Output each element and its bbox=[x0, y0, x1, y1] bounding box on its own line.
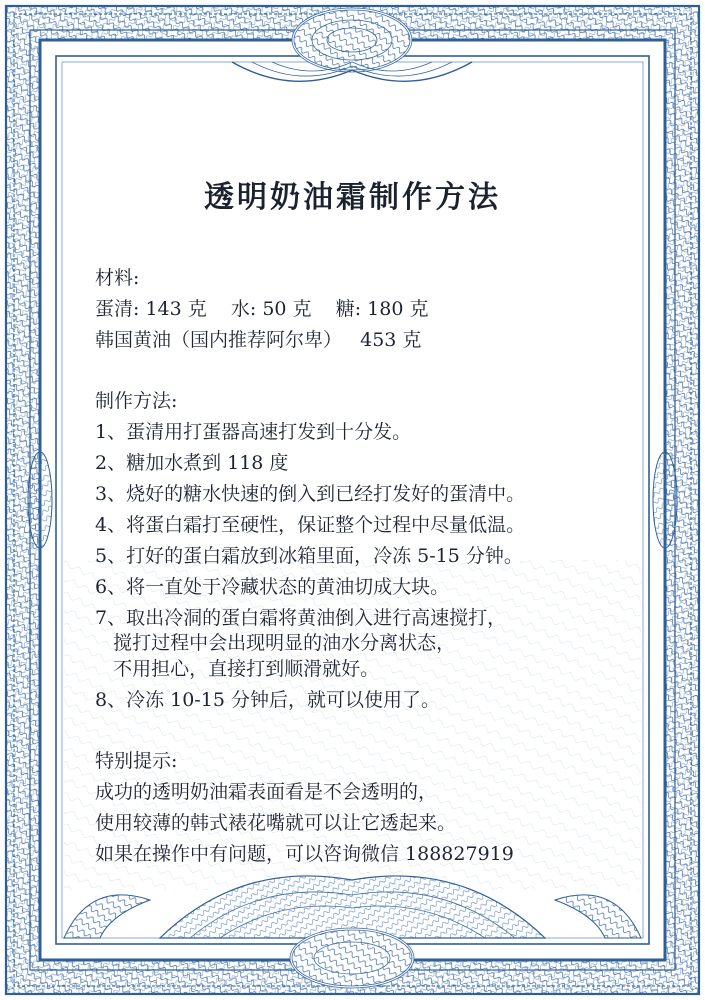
tips-line: 使用较薄的韩式裱花嘴就可以让它透起来。 bbox=[95, 812, 457, 834]
method-step-continuation: 不用担心，直接打到顺滑就好。 bbox=[95, 658, 380, 680]
materials-line-1: 蛋清: 143 克 水: 50 克 糖: 180 克 bbox=[95, 298, 429, 320]
materials-line-2: 韩国黄油（国内推荐阿尔卑） 453 克 bbox=[95, 329, 422, 351]
document-title: 透明奶油霜制作方法 bbox=[204, 180, 501, 215]
method-step: 7、取出冷洞的蛋白霜将黄油倒入进行高速搅打， bbox=[95, 607, 507, 629]
method-step-continuation: 搅打过程中会出现明显的油水分离状态， bbox=[95, 632, 456, 654]
method-step: 4、将蛋白霜打至硬性，保证整个过程中尽量低温。 bbox=[95, 514, 526, 536]
method-step: 2、糖加水煮到 118 度 bbox=[95, 452, 289, 474]
tips-line: 如果在操作中有问题，可以咨询微信 188827919 bbox=[95, 843, 514, 865]
method-step: 8、冷冻 10-15 分钟后，就可以使用了。 bbox=[95, 689, 440, 711]
method-step: 5、打好的蛋白霜放到冰箱里面，冷冻 5-15 分钟。 bbox=[95, 545, 523, 567]
method-heading: 制作方法: bbox=[95, 390, 178, 412]
materials-heading: 材料: bbox=[95, 267, 140, 289]
tips-heading: 特别提示: bbox=[95, 750, 178, 772]
method-step: 1、蛋清用打蛋器高速打发到十分发。 bbox=[95, 421, 412, 443]
method-step: 6、将一直处于冷藏状态的黄油切成大块。 bbox=[95, 576, 450, 598]
method-step: 3、烧好的糖水快速的倒入到已经打发好的蛋清中。 bbox=[95, 483, 526, 505]
tips-line: 成功的透明奶油霜表面看是不会透明的， bbox=[95, 781, 438, 803]
